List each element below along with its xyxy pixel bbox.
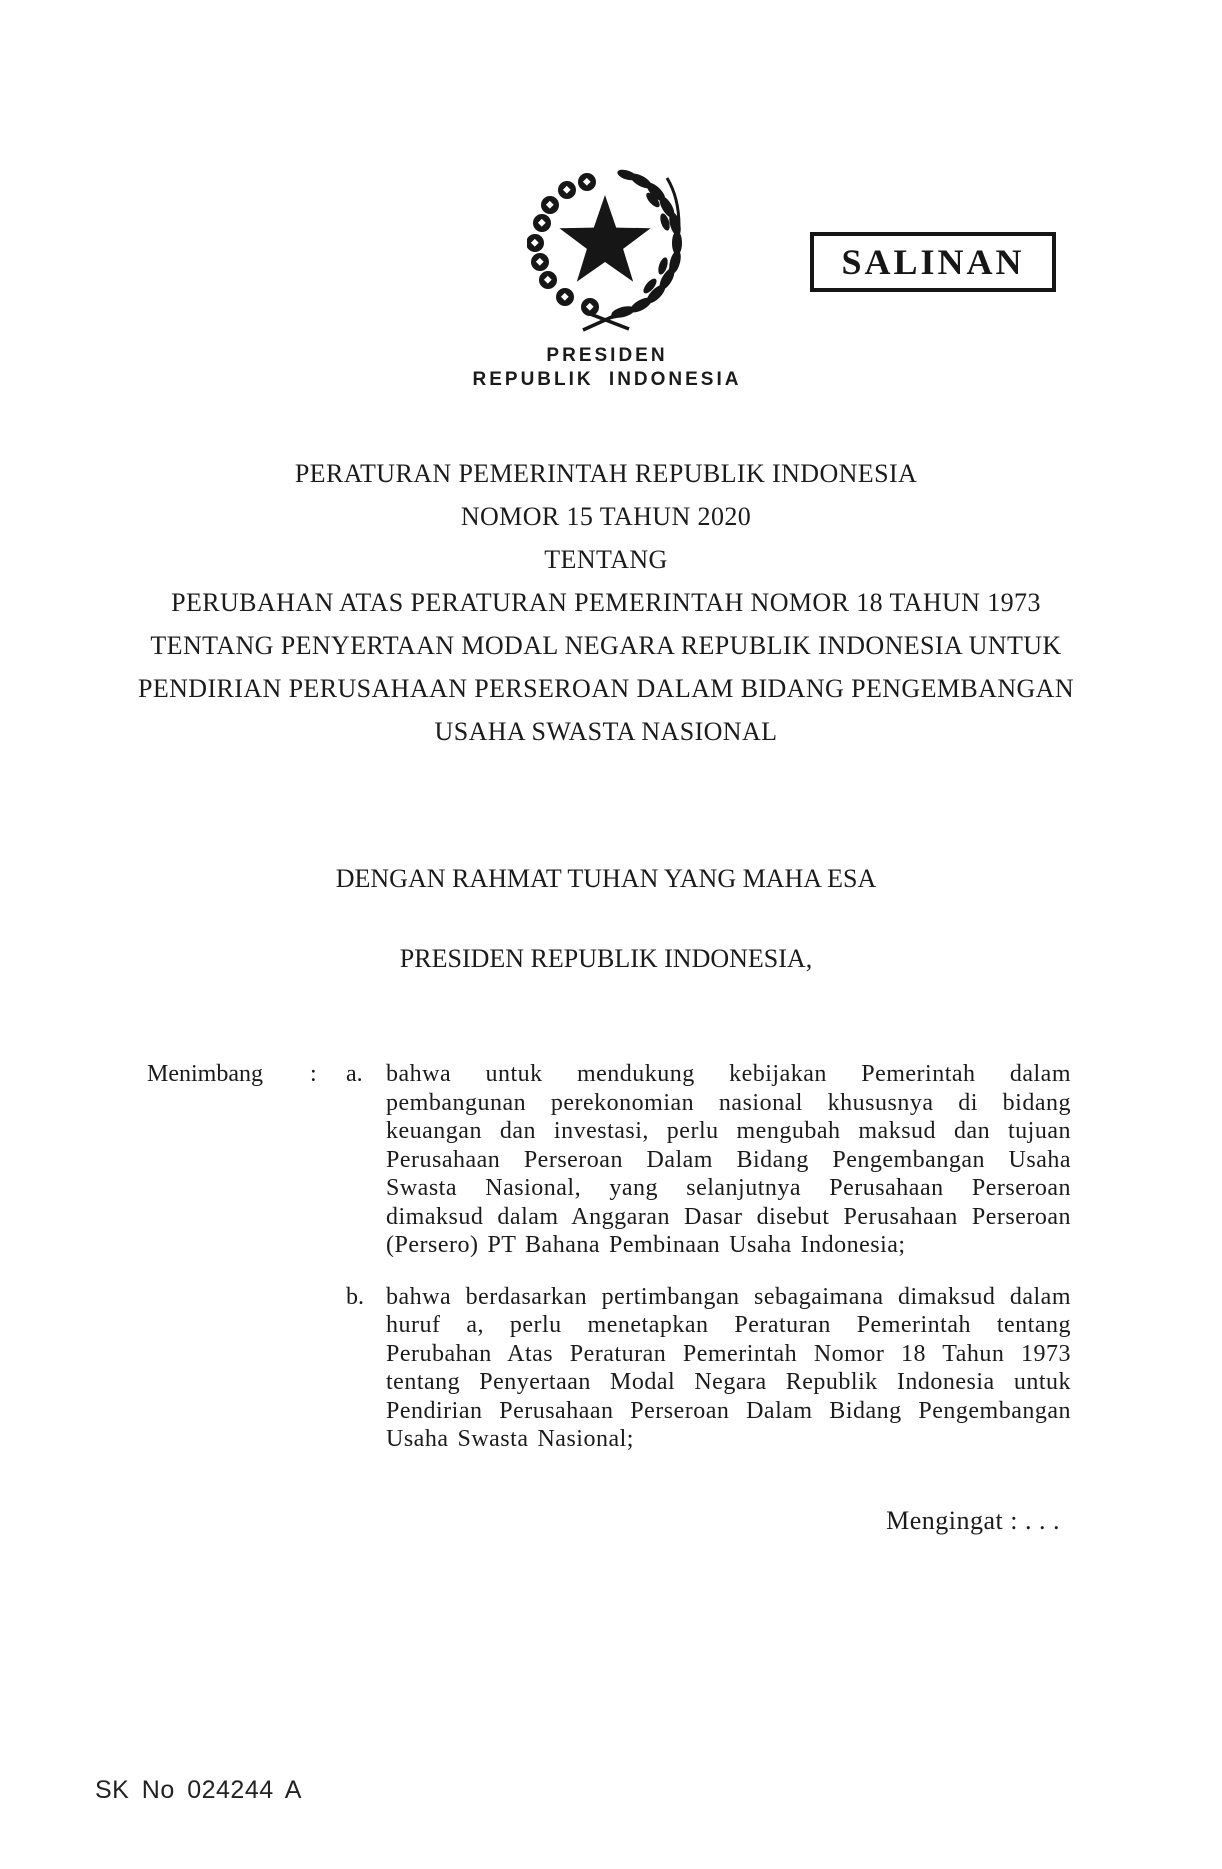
enacting-authority-line: PRESIDEN REPUBLIK INDONESIA, (399, 944, 813, 973)
regulation-title-line: TENTANG PENYERTAAN MODAL NEGARA REPUBLIK INDONESIA UNTUK (150, 631, 1062, 660)
document-code: SK No 024244 A (95, 1776, 302, 1804)
regulation-title-line: TENTANG (544, 545, 668, 574)
presidential-star-wreath-emblem-icon (527, 166, 693, 332)
star-icon (559, 195, 650, 282)
regulation-title-line: PERUBAHAN ATAS PERATURAN PEMERINTAH NOMOR 18 TAHUN 1973 (171, 588, 1041, 617)
considering-item-marker: a. (346, 1061, 363, 1087)
regulation-title-line: PERATURAN PEMERINTAH REPUBLIK INDONESIA (294, 459, 918, 488)
considering-label: Menimbang (147, 1061, 263, 1087)
considering-item-b (346, 1283, 1071, 1454)
regulation-title-line: NOMOR 15 TAHUN 2020 (460, 502, 752, 531)
letterhead-line-republik-indonesia: REPUBLIK INDONESIA (472, 369, 742, 390)
considering-section (147, 1060, 1071, 1454)
salinan-stamp (810, 232, 1056, 292)
considering-item-marker: b. (346, 1283, 364, 1310)
considering-separator: : (310, 1061, 317, 1087)
salinan-stamp-label: SALINAN (841, 242, 1025, 282)
mengingat-continuation: Mengingat : . . . (886, 1506, 1060, 1535)
letterhead-line-presiden: PRESIDEN (546, 345, 668, 366)
regulation-title-line: USAHA SWASTA NASIONAL (434, 717, 778, 746)
regulation-title-line: PENDIRIAN PERUSAHAAN PERSEROAN DALAM BIDANG PENGEMBANGAN (137, 674, 1075, 703)
regulation-title (0, 452, 1212, 753)
considering-item-a (346, 1060, 1071, 1260)
invocation-line: DENGAN RAHMAT TUHAN YANG MAHA ESA (335, 864, 877, 893)
considering-item-text: bahwa berdasarkan pertimbangan sebagaimana dimaksud dalam huruf a, perlu menetapkan Peraturan Pemerintah tentang Perubahan Atas Peraturan Pemerintah Nomor 18 Tahun 1973 tentang Penyertaan Modal Negara Republik Indonesia untuk Pendirian Perusahaan Perseroan Dalam Bidang Pengembangan Usaha Swasta Nasional; (386, 1283, 1071, 1452)
considering-item-text: bahwa untuk mendukung kebijakan Pemerintah dalam pembangunan perekonomian nasional khususnya di bidang keuangan dan investasi, perlu mengubah maksud dan tujuan Perusahaan Perseroan Dalam Bidang Pengembangan Usaha Swasta Nasional, yang selanjutnya Perusahaan Perseroan dimaksud dalam Anggaran Dasar disebut Perusahaan Perseroan (Persero) PT Bahana Pembinaan Usaha Indonesia; (386, 1061, 1071, 1258)
letterhead (0, 344, 1214, 392)
considering-items (346, 1060, 1071, 1454)
crossed-stems-icon (583, 311, 629, 330)
